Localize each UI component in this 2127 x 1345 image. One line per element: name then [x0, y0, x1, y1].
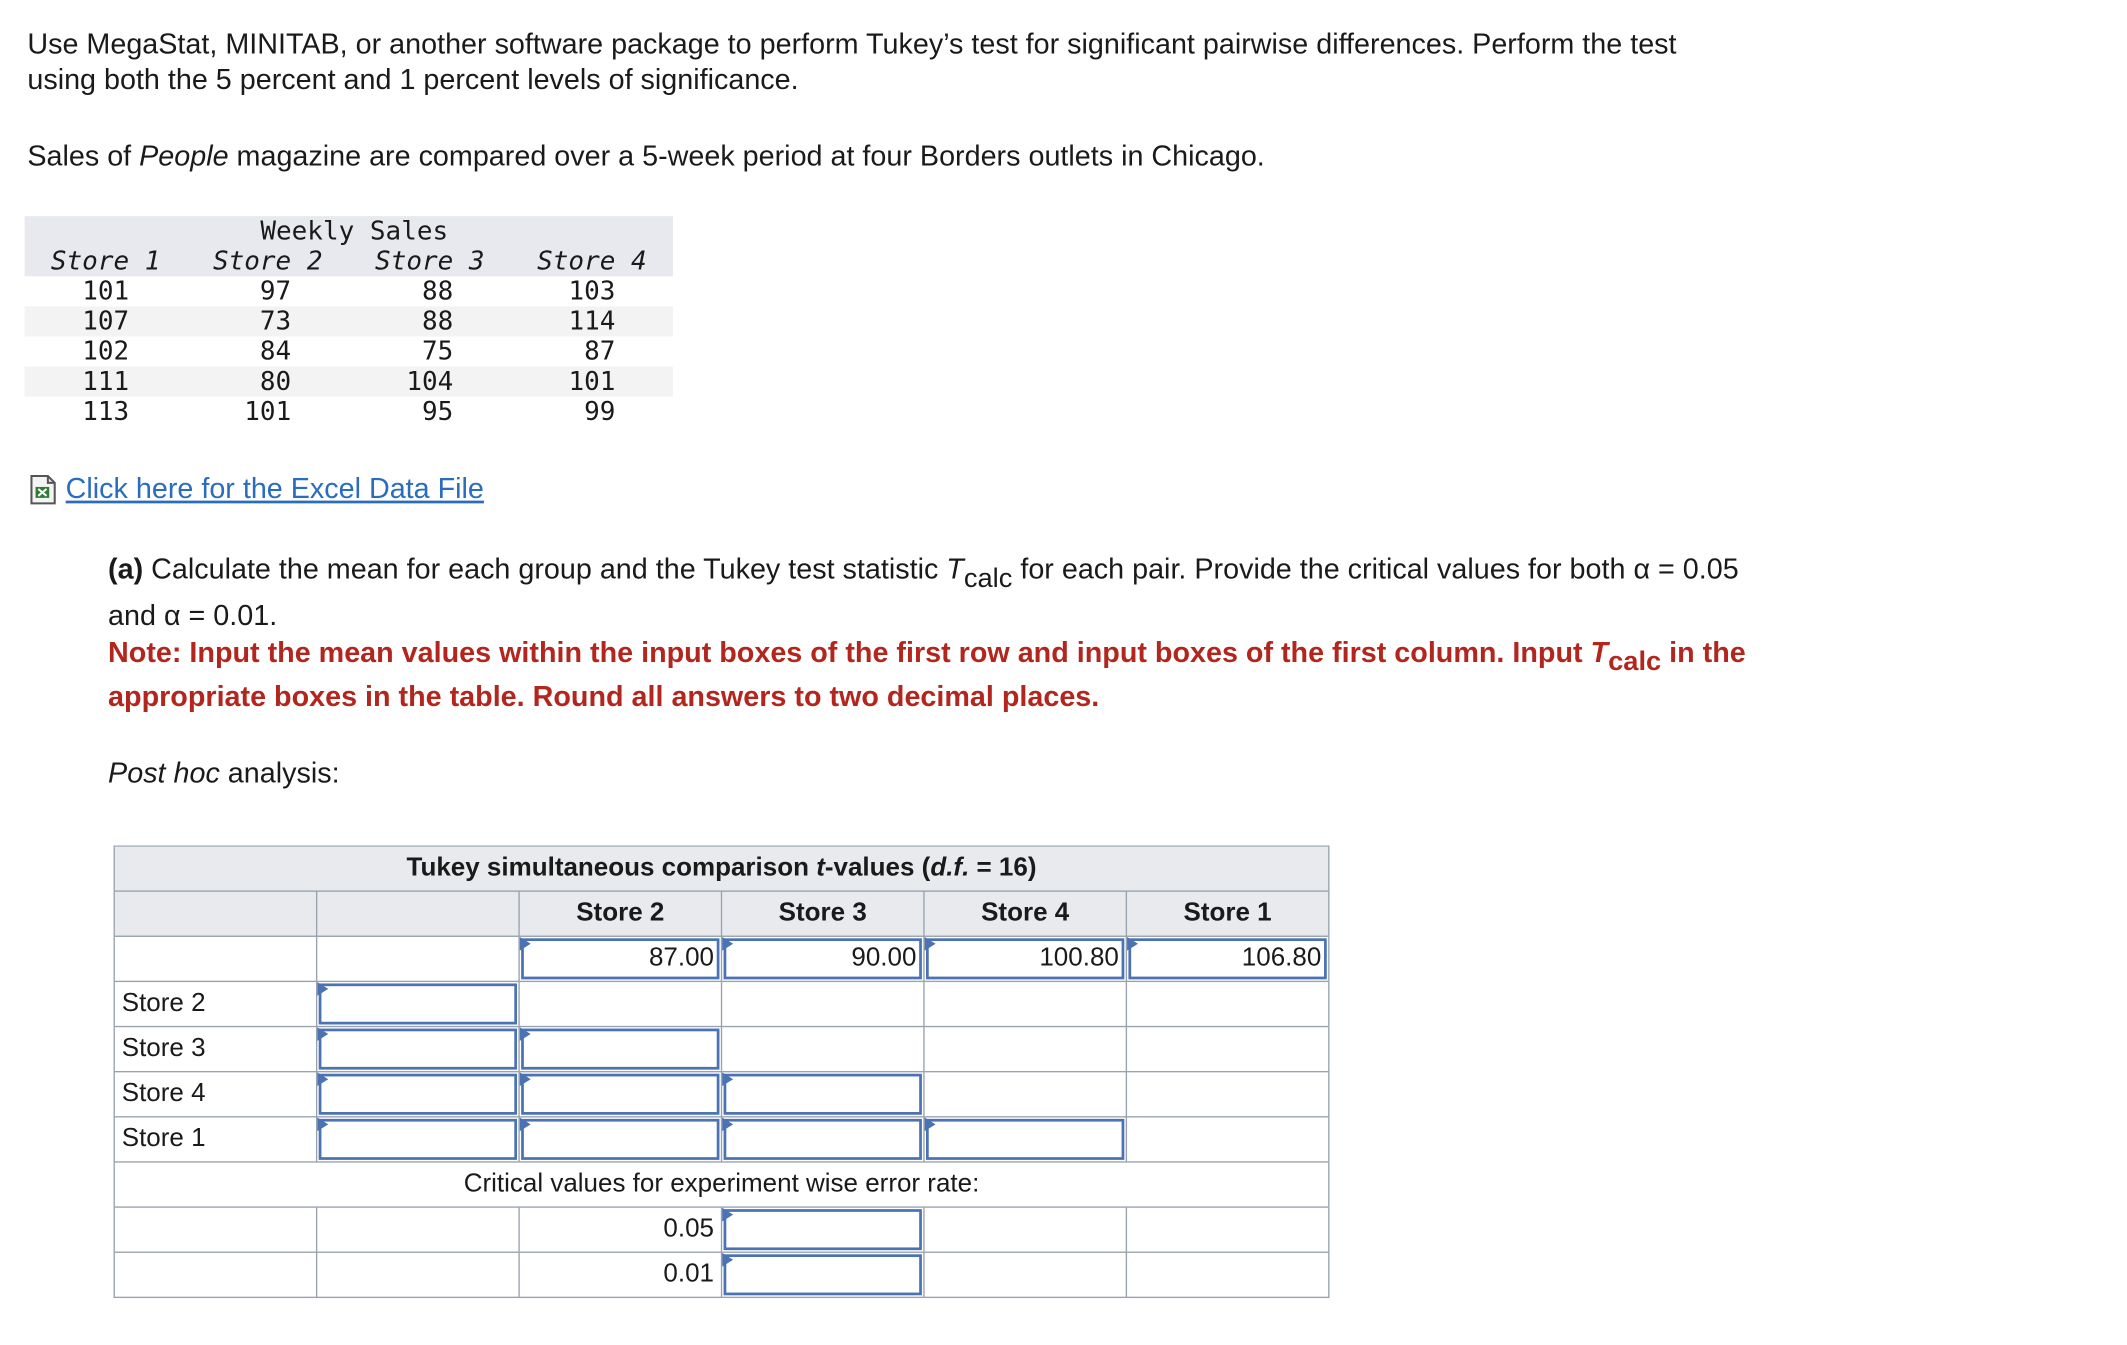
sales-header-store-3: Store 3: [375, 246, 485, 277]
sales-value: 95: [421, 396, 454, 427]
note-line-2: appropriate boxes in the table. Round all answers to two decimal places.: [108, 681, 1100, 713]
cell-empty: [1126, 1252, 1328, 1297]
mean-input-store-2[interactable]: 87.00: [519, 936, 721, 981]
sales-cell: [187, 276, 349, 306]
row-mean-field-store-3[interactable]: [324, 1027, 511, 1071]
sales-value: 73: [259, 306, 292, 337]
row-mean-field-store-2[interactable]: [324, 982, 511, 1026]
sales-header-store-1: Store 1: [50, 246, 161, 277]
cell-empty: [1126, 1072, 1328, 1117]
critical-field-005[interactable]: [729, 1208, 916, 1252]
post-hoc-italic: Post hoc: [108, 757, 220, 790]
tcalc-field-4-3[interactable]: [729, 1072, 916, 1116]
cell-empty: [1126, 1117, 1328, 1162]
tcalc-input-1-3[interactable]: [722, 1117, 924, 1162]
sales-value: 99: [584, 396, 616, 427]
excel-data-file-link[interactable]: Click here for the Excel Data File: [65, 473, 484, 505]
critical-field-001[interactable]: [729, 1253, 916, 1297]
row-mean-field-store-4[interactable]: [324, 1072, 511, 1116]
row-label-store-1: Store 1: [114, 1117, 316, 1162]
sales-value: 75: [421, 336, 454, 367]
sales-table-title: Weekly Sales: [260, 216, 449, 247]
part-a-text-2: for each pair. Provide the critical values for both: [1012, 553, 1634, 586]
scenario-post: magazine are compared over a 5-week period at four Borders outlets in Chicago.: [228, 140, 1265, 173]
sales-value: 88: [421, 306, 454, 337]
cell-empty: [924, 1207, 1126, 1252]
sales-value: 101: [568, 366, 616, 397]
row-label-store-2: Store 2: [114, 981, 316, 1026]
tcalc-field-1-2[interactable]: [527, 1117, 714, 1161]
alpha-001: α = 0.01.: [163, 600, 278, 632]
sales-value: 101: [82, 276, 130, 307]
tcalc-input-1-4[interactable]: [924, 1117, 1126, 1162]
sales-header-store-2: Store 2: [212, 246, 323, 277]
tcalc-input-4-2[interactable]: [519, 1072, 721, 1117]
sales-value: 111: [82, 366, 130, 397]
part-a-label: (a): [108, 553, 144, 586]
sales-value: 97: [259, 276, 292, 307]
sales-cell: [349, 276, 511, 306]
means-empty-2: [317, 936, 519, 981]
sales-cell: [349, 367, 511, 397]
sales-cell: [349, 306, 511, 336]
sales-cell: [25, 367, 187, 397]
sales-row: [25, 397, 673, 427]
question-part-a-cont: [108, 599, 277, 635]
sales-cell: [25, 306, 187, 336]
row-mean-input-store-3[interactable]: [317, 1027, 519, 1072]
sales-value: 84: [259, 336, 292, 367]
critical-input-001[interactable]: [722, 1252, 924, 1297]
tcalc-field-3-2[interactable]: [527, 1027, 714, 1071]
sales-value: 87: [584, 336, 616, 367]
sales-cell: [25, 397, 187, 427]
sales-cell: [511, 336, 673, 366]
sales-value: 102: [82, 336, 130, 367]
weekly-sales-table: [25, 216, 673, 427]
note-text-2: in the: [1661, 637, 1746, 669]
row-mean-field-store-1[interactable]: [324, 1117, 511, 1161]
sales-cell: [25, 276, 187, 306]
tcalc-field-1-3[interactable]: [729, 1117, 916, 1161]
row-mean-input-store-2[interactable]: [317, 981, 519, 1026]
tukey-title: [114, 846, 1329, 891]
row-store-4: [114, 1072, 1329, 1117]
cell-empty: [722, 1027, 924, 1072]
alpha-005-label: 0.05: [519, 1207, 721, 1252]
sales-value: 107: [82, 306, 130, 337]
tukey-header-row: [114, 891, 1329, 936]
cell-empty: [114, 1207, 316, 1252]
sales-cell: [25, 336, 187, 366]
tukey-table: [114, 845, 1330, 1298]
sales-cell: [187, 367, 349, 397]
instruction-line-1: Use MegaStat, MINITAB, or another software package to perform Tukey’s test for significant pairwise differences. Perform the test: [27, 28, 1677, 61]
sales-row: [25, 306, 673, 336]
cell-empty: [1126, 981, 1328, 1026]
note-t-sub: calc: [1608, 646, 1662, 678]
header-empty-2: [317, 891, 519, 936]
mean-input-store-1[interactable]: 106.80: [1126, 936, 1328, 981]
cell-empty: [924, 981, 1126, 1026]
cell-empty: [722, 981, 924, 1026]
row-label-store-3: Store 3: [114, 1027, 316, 1072]
row-label-store-4: Store 4: [114, 1072, 316, 1117]
part-a-text-3: and: [108, 600, 164, 632]
tukey-title-row: [114, 846, 1329, 891]
critical-row-01: [114, 1252, 1329, 1297]
tukey-title-t: t: [816, 853, 825, 883]
cell-empty: [1126, 1027, 1328, 1072]
excel-link-row[interactable]: [27, 473, 484, 506]
post-hoc-rest: analysis:: [219, 757, 340, 790]
tukey-title-post: = 16): [969, 853, 1037, 883]
col-header-store-4: Store 4: [924, 891, 1126, 936]
scenario-text: [27, 140, 1264, 176]
sales-cell: [511, 306, 673, 336]
scenario-pre: Sales of: [27, 140, 140, 173]
sales-cell: [187, 397, 349, 427]
part-a-text-1: Calculate the mean for each group and the Tukey test statistic: [143, 553, 947, 586]
means-row: [114, 936, 1329, 981]
row-mean-input-store-4[interactable]: [317, 1072, 519, 1117]
note-text-1: Note: Input the mean values within the input boxes of the first row and input boxes of the first column. Input: [108, 637, 1591, 669]
sales-row: [25, 276, 673, 306]
sales-value: 88: [421, 276, 454, 307]
sales-cell: [511, 367, 673, 397]
row-store-2: [114, 981, 1329, 1026]
cell-empty: [924, 1027, 1126, 1072]
cell-empty: [924, 1072, 1126, 1117]
sales-row: [25, 367, 673, 397]
means-empty-1: [114, 936, 316, 981]
sales-value: 103: [568, 276, 616, 307]
instruction-line-2: using both the 5 percent and 1 percent levels of significance.: [27, 64, 799, 96]
tukey-title-mid: -values (: [824, 853, 931, 883]
tcalc-input-4-3[interactable]: [722, 1072, 924, 1117]
alpha-001-label: 0.01: [519, 1252, 721, 1297]
sales-value: 80: [259, 366, 292, 397]
tcalc-input-1-2[interactable]: [519, 1117, 721, 1162]
tcalc-field-4-2[interactable]: [527, 1072, 714, 1116]
tcalc-field-1-4[interactable]: [931, 1117, 1118, 1161]
sales-cell: [187, 306, 349, 336]
note-line-1: [108, 636, 1746, 680]
sales-header-store-4: Store 4: [537, 246, 647, 277]
sales-cell: [511, 276, 673, 306]
critical-label-row: [114, 1162, 1329, 1207]
sales-value: 101: [244, 396, 292, 427]
sales-row: [25, 336, 673, 366]
tukey-title-pre: Tukey simultaneous comparison: [406, 853, 817, 883]
cell-empty: [317, 1252, 519, 1297]
tukey-title-df: d.f.: [930, 853, 970, 883]
critical-row-05: [114, 1207, 1329, 1252]
sales-cell: [349, 397, 511, 427]
question-part-a: [108, 553, 1739, 597]
tcalc-input-3-2[interactable]: [519, 1027, 721, 1072]
mean-input-store-4[interactable]: 100.80: [924, 936, 1126, 981]
sales-value: 113: [82, 396, 130, 427]
col-header-store-3: Store 3: [722, 891, 924, 936]
sales-cell: [187, 336, 349, 366]
sales-value: 114: [568, 306, 616, 337]
col-header-store-2: Store 2: [519, 891, 721, 936]
cell-empty: [519, 981, 721, 1026]
sales-cell: [349, 336, 511, 366]
header-empty-1: [114, 891, 316, 936]
note-t-symbol: T: [1590, 637, 1609, 669]
excel-file-icon: [27, 473, 60, 506]
row-store-1: [114, 1117, 1329, 1162]
cell-empty: [924, 1252, 1126, 1297]
t-calc-symbol: T: [946, 553, 964, 586]
critical-input-005[interactable]: [722, 1207, 924, 1252]
alpha-005: α = 0.05: [1633, 553, 1739, 586]
row-store-3: [114, 1027, 1329, 1072]
col-header-store-1: Store 1: [1126, 891, 1328, 936]
critical-values-label: Critical values for experiment wise error rate:: [114, 1162, 1329, 1207]
sales-cell: [511, 397, 673, 427]
scenario-italic: People: [139, 140, 229, 173]
cell-empty: [1126, 1207, 1328, 1252]
post-hoc-label: [108, 756, 340, 792]
t-calc-sub: calc: [963, 563, 1013, 594]
row-mean-input-store-1[interactable]: [317, 1117, 519, 1162]
mean-input-store-3[interactable]: 90.00: [722, 936, 924, 981]
sales-table-body: [25, 276, 673, 426]
sales-value: 104: [406, 366, 454, 397]
cell-empty: [114, 1252, 316, 1297]
cell-empty: [317, 1207, 519, 1252]
